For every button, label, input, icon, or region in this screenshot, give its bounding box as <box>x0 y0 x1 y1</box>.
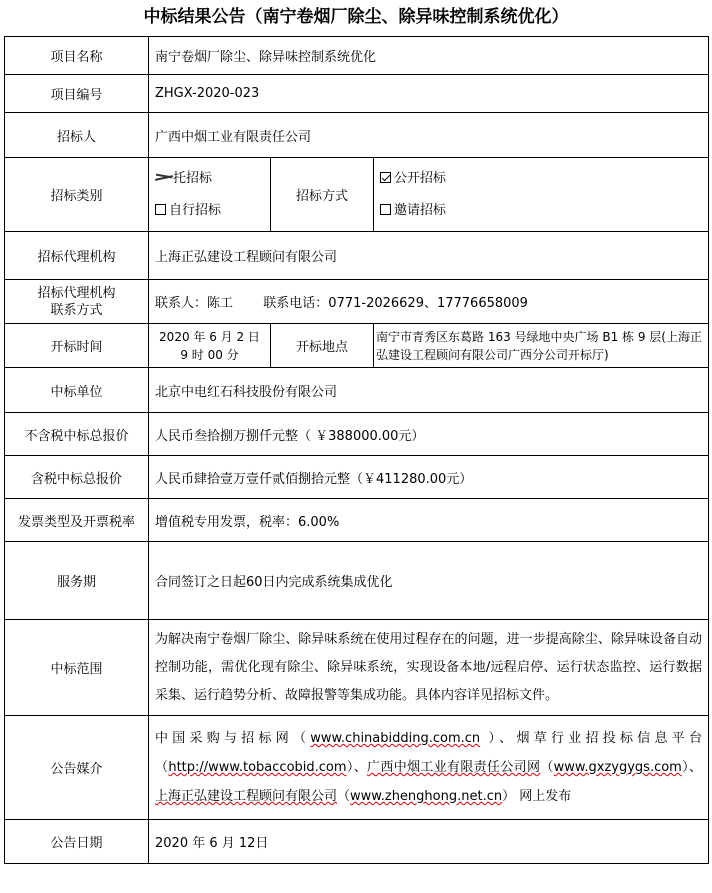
row-winner <box>5 368 709 413</box>
row-agency-contact <box>5 280 709 324</box>
media-text: ）、烟草行业招投标信息平台（ <box>155 731 702 775</box>
scope-value: 为解决南宁卷烟厂除尘、除异味系统在使用过程存在的问题，进一步提高除尘、除异味设备自动控制功能，需优化现有除尘、除异味系统，实现设备本地/远程启停、运行状态监控、运行数据采集、运行趋势分析、故障报警等集成功能。具体内容详见招标文件。 <box>149 620 709 716</box>
media-site-gxzygygs: www.gxzygygs.com <box>553 760 682 775</box>
row-date <box>5 820 709 864</box>
option-open <box>380 169 702 189</box>
row-opening <box>5 324 709 368</box>
agency-value: 上海正弘建设工程顾问有限公司 <box>149 232 709 280</box>
service-period-label: 服务期 <box>5 542 149 620</box>
media-org-gxzy: 广西中烟工业有限责任公司网 <box>367 760 541 775</box>
scribble-mark-icon <box>155 173 173 183</box>
opening-time-value: 2020 年 6 月 2 日 9 时 00 分 <box>149 324 271 368</box>
option-invite <box>380 201 702 221</box>
opening-place-value: 南宁市青秀区东葛路 163 号绿地中央广场 B1 栋 9 层(上海正弘建设工程顾问有限公司广西分公司开标厅) <box>374 324 709 368</box>
tenderer-value: 广西中烟工业有限责任公司 <box>149 113 709 158</box>
row-service-period <box>5 542 709 620</box>
media-label: 公告媒介 <box>5 716 149 820</box>
invoice-value: 增值税专用发票，税率：6.00% <box>149 499 709 542</box>
opening-time-label: 开标时间 <box>5 324 149 368</box>
media-text: ） 网上发布 <box>502 789 572 804</box>
tenderer-label: 招标人 <box>5 113 149 158</box>
winner-label: 中标单位 <box>5 368 149 413</box>
contact-phone: 联系电话：0771-2026629、17776658009 <box>263 296 528 311</box>
price-inc-tax-value: 人民币肆拾壹万壹仟贰佰捌拾元整（￥411280.00元） <box>149 456 709 499</box>
media-text: （ <box>540 760 554 775</box>
tender-type-options <box>149 158 271 232</box>
agency-contact-value <box>149 280 709 324</box>
agency-contact-label-line1: 招标代理机构 <box>37 285 116 301</box>
media-text: （ <box>337 789 351 804</box>
scope-label: 中标范围 <box>5 620 149 716</box>
checkbox-unchecked-icon <box>155 204 166 215</box>
media-site-tobaccobid: http://www.tobaccobid.com <box>168 760 347 775</box>
row-invoice <box>5 499 709 542</box>
opening-place-label: 开标地点 <box>271 324 374 368</box>
agency-contact-label-line2: 联系方式 <box>50 302 103 318</box>
agency-label: 招标代理机构 <box>5 232 149 280</box>
service-period-value: 合同签订之日起60日内完成系统集成优化 <box>149 542 709 620</box>
media-site-zhenghong: www.zhenghong.net.cn <box>350 789 503 804</box>
row-tenderer <box>5 113 709 158</box>
agency-contact-label <box>5 280 149 324</box>
row-tender-type <box>5 158 709 232</box>
media-site-chinabidding: www.chinabidding.com.cn <box>310 731 481 746</box>
media-org-zhenghong: 上海正弘建设工程顾问有限公司 <box>155 789 338 804</box>
row-project-name <box>5 37 709 75</box>
page-title: 中标结果公告（南宁卷烟厂除尘、除异味控制系统优化） <box>143 7 569 27</box>
date-label: 公告日期 <box>5 820 149 864</box>
row-media <box>5 716 709 820</box>
checkbox-unchecked-icon <box>380 204 391 215</box>
option-open-label: 公开招标 <box>394 170 447 186</box>
project-name-value: 南宁卷烟厂除尘、除异味控制系统优化 <box>149 37 709 75</box>
option-self-label: 自行招标 <box>169 202 222 218</box>
tender-method-label: 招标方式 <box>271 158 374 232</box>
price-ex-tax-value: 人民币叁拾捌万捌仟元整（ ￥388000.00元） <box>149 413 709 456</box>
tender-type-label: 招标类别 <box>5 158 149 232</box>
option-invite-label: 邀请招标 <box>394 202 447 218</box>
option-entrusted <box>155 169 264 189</box>
winner-value: 北京中电红石科技股份有限公司 <box>149 368 709 413</box>
announcement-table <box>4 36 709 864</box>
row-price-inc-tax <box>5 456 709 499</box>
row-price-ex-tax <box>5 413 709 456</box>
project-code-value: ZHGX-2020-023 <box>149 75 709 113</box>
row-agency <box>5 232 709 280</box>
project-code-label: 项目编号 <box>5 75 149 113</box>
invoice-label: 发票类型及开票税率 <box>5 499 149 542</box>
contact-person: 联系人：陈工 <box>155 296 234 311</box>
media-value <box>149 716 709 820</box>
date-value: 2020 年 6 月 12日 <box>149 820 709 864</box>
option-entrusted-label: 托招标 <box>173 170 213 186</box>
media-text: ）、 <box>346 760 368 775</box>
project-name-label: 项目名称 <box>5 37 149 75</box>
price-ex-tax-label: 不含税中标总报价 <box>5 413 149 456</box>
media-text: ）、 <box>681 760 703 775</box>
row-scope <box>5 620 709 716</box>
tender-method-options <box>374 158 709 232</box>
checkbox-checked-icon <box>380 172 391 183</box>
option-self <box>155 201 264 221</box>
price-inc-tax-label: 含税中标总报价 <box>5 456 149 499</box>
media-text: 中国采购与招标网（ <box>155 731 311 746</box>
row-project-code <box>5 75 709 113</box>
